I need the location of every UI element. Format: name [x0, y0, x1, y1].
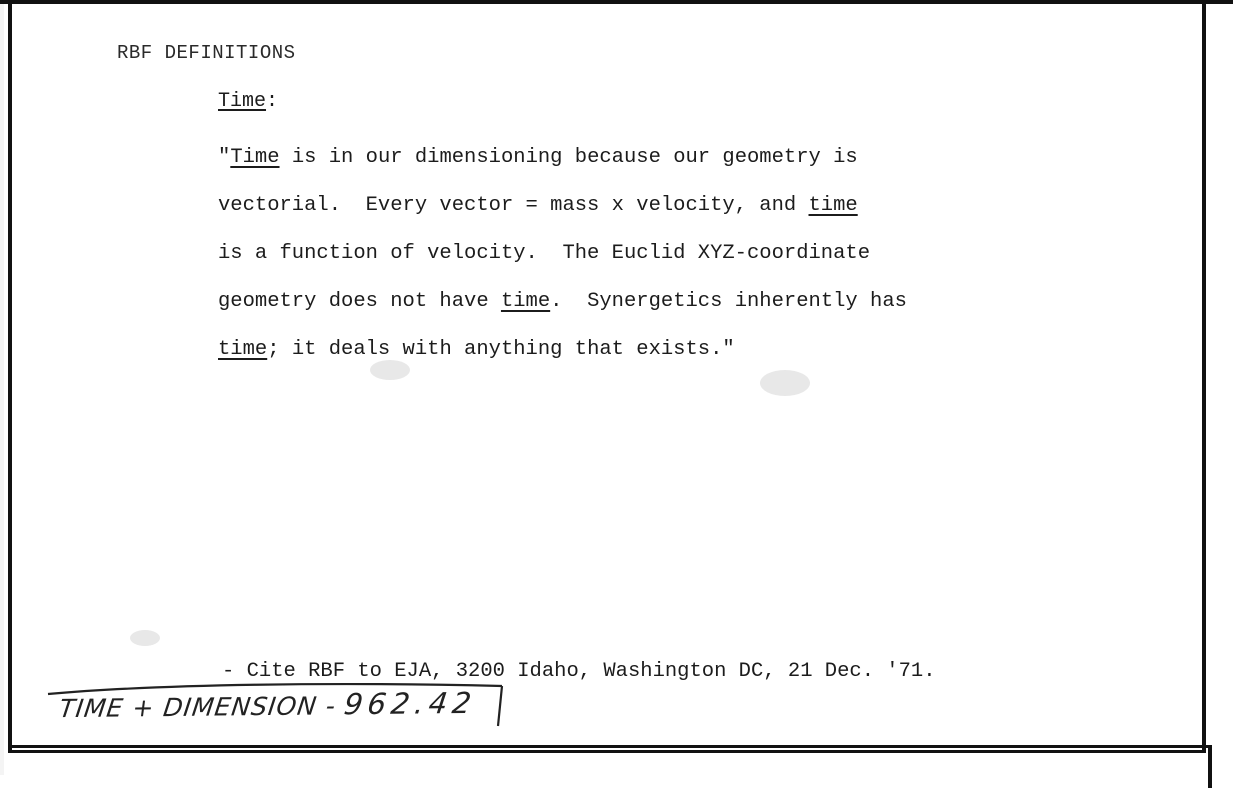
quote-text: . Synergetics inherently has	[550, 290, 907, 313]
quote-text: is a function of velocity. The Euclid XYZ-coordinate	[218, 242, 871, 265]
underlined-term: time	[500, 290, 551, 313]
quote-text: vectorial. Every vector = mass x velocity, and	[218, 194, 809, 217]
handwritten-label: TIME + DIMENSION -	[57, 691, 338, 724]
scan-smudge	[130, 630, 160, 646]
next-card-edge	[8, 745, 1212, 788]
quote-text: is in our dimensioning because our geometry is	[279, 146, 858, 169]
quote-line	[218, 278, 1078, 326]
quote-line	[218, 230, 1078, 278]
term-word: Time	[218, 90, 267, 113]
definition-quote	[218, 134, 1078, 374]
quote-text: geometry does not have	[218, 290, 501, 313]
quote-line	[218, 134, 1078, 182]
quote-line	[218, 326, 1078, 374]
quote-line	[218, 182, 1078, 230]
citation: - Cite RBF to EJA, 3200 Idaho, Washington DC, 21 Dec. '71.	[222, 660, 936, 683]
definition-card	[8, 2, 1206, 753]
handwritten-number: 962.42	[342, 685, 479, 722]
card-heading: RBF DEFINITIONS	[117, 42, 296, 64]
underlined-term: time	[218, 338, 268, 361]
quote-text: "	[218, 146, 231, 169]
term-colon: :	[266, 90, 279, 113]
handwritten-category	[57, 686, 478, 724]
quote-text: ; it deals with anything that exists."	[267, 338, 735, 361]
page-edge	[0, 0, 4, 775]
term-label	[218, 90, 278, 113]
underlined-term: Time	[230, 146, 280, 169]
underlined-term: time	[808, 194, 858, 217]
